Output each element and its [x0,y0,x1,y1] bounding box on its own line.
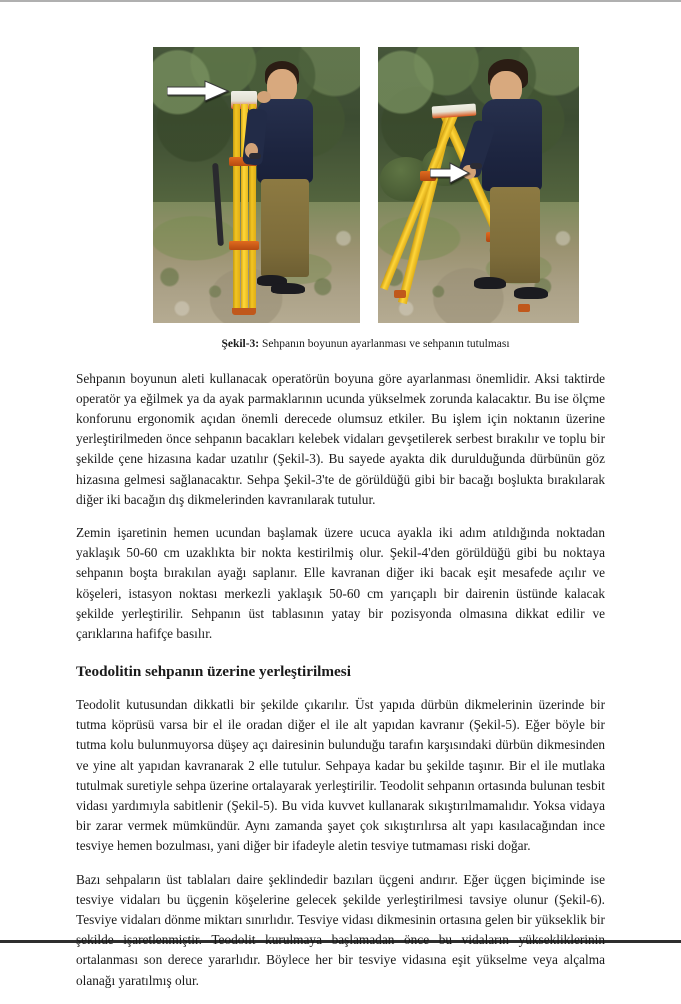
photo-tripod-legs-spread [378,47,579,323]
figure-caption-label: Şekil-3: [221,338,260,350]
white-arrow-icon [167,80,229,102]
person-torso [482,99,542,191]
figure-caption [126,337,605,353]
photo-tripod-held-vertical [153,47,360,323]
person-shoe [271,283,305,294]
page-content [76,47,605,1004]
person-watch [470,163,482,169]
person-shoe [514,287,548,299]
tripod-clamp [229,241,259,250]
tripod-head [431,103,476,118]
tripod-foot [518,304,530,312]
paragraph-2: Zemin işaretinin hemen ucundan başlamak üzere ucuca ayakla iki adım atıldığında noktadan yaklaşık 50-60 cm uzaklıkta bir nokta kestirilmiş olur. Şekil-4'den görüldüğü gibi bu noktaya sehpanın boşta bırakılan ayağı saplanır. Elle kavranan diğer iki bacak eşit mesafede açılır ve köşeleri, istasyon noktası merkezli yaklaşık 50-60 cm yarıçaplı bir dairenin üstünde kalacak şekilde yerleştirilir. Sehpanın üst tablasının yatay bir pozisyonda olmasına dikkat edilir ve çarıklarına hafifçe basılır. [76,524,605,641]
paragraph-3: Teodolit kutusundan dikkatli bir şekilde çıkarılır. Üst yapıda dürbün dikmelerinin üzerinde bir tutma köprüsü varsa bir el ile oradan diğer el ile alt yapıdan kavranır (Şekil-5). Eğer böyle bir tutma kolu bulunmuyorsa düşey açı dairesinin bulunduğu tarafın karşısındaki dürbün dikmesinden ve yine alt yapıdan kavranarak 2 elle tutulur. Sehpaya kadar bu şekilde taşınır. Bir el ile mutlaka tutulmak suretiyle sehpa üzerine ortalayarak yerleştirilir. Teodolit sehpanın ortasında bulunan tesbit vidası yardımıyla sabitlenir (Şekil-5). Bu vida kuvvet kullanarak sıkıştırılmamalıdır. Yoksa vidaya bir zarar vermek mümkündür. Aynı zamanda şayet çok sıkıştırılırsa alt yapı kasılacağından ince tesviye hemen bozulması, yani diğer bir ifadeyle aletin tesviye tutmaması riski doğar. [76,696,605,854]
white-arrow-icon [430,162,470,184]
tripod-leg [233,104,240,312]
tripod-leg [380,109,460,291]
tripod-foot [394,290,406,298]
person-pants [261,179,309,277]
person-shoe [474,277,506,289]
figure-3-images [126,47,605,323]
figure-caption-text: Sehpanın boyunun ayarlanması ve sehpanın tutulması [259,338,510,350]
person-head [267,69,297,103]
paragraph-1: Sehpanın boyunun aleti kullanacak operatörün boyuna göre ayarlanması önemlidir. Aksi taktirde operatör ya eğilmek ya da ayak parmaklarının ucunda yükselmek zorunda kalacaktır. Bu ise ölçme konforunu ergonomik açıdan önemli derecede olumsuz etkiler. Bu işlem için noktanın üzerine yerleştirilmeden önce sehpanın bacakları kelebek vidaları gevşetilerek serbest bırakılır ve toplu bir şekilde çene hizasına kadar uzatılır (Şekil-3). Bu sayede ayakta dik durulduğunda dürbünün göz hizasına gelmesi sağlanacaktır. Sehpa Şekil-3'te de görüldüğü gibi bir bacağı boşlukta bırakılarak diğer iki bacağın dış dikmelerinden kavranılarak tutulur. [76,370,605,507]
person-pants [490,187,540,283]
paragraph-4: Bazı sehpaların üst tablaları daire şeklindedir bazıları üçgeni andırır. Eğer üçgen biçiminde ise tesviye vidaları bu üçgenin köşelerine gelecek şekilde yerleştirilmesi tavsiye olunur (Şekil-6). Tesviye vidaları dönme miktarı sınırlıdır. Tesviye vidası dikmesinin ortasına gelen bir yükseklik bir şekilde işaretlenmiştir. Teodolit kurulmaya başlamadan önce bu vidaların yüksekliklerinin ortalanması son derece yararlıdır. Böylece her bir tesviye vidasına eşit yükselme veya alçalma olanağı yaratılmış olur. [76,871,605,988]
section-heading: Teodolitin sehpanın üzerine yerleştirilmesi [76,663,351,681]
person-hand [257,91,271,103]
tripod-foot [232,308,256,315]
person-watch [249,153,261,159]
